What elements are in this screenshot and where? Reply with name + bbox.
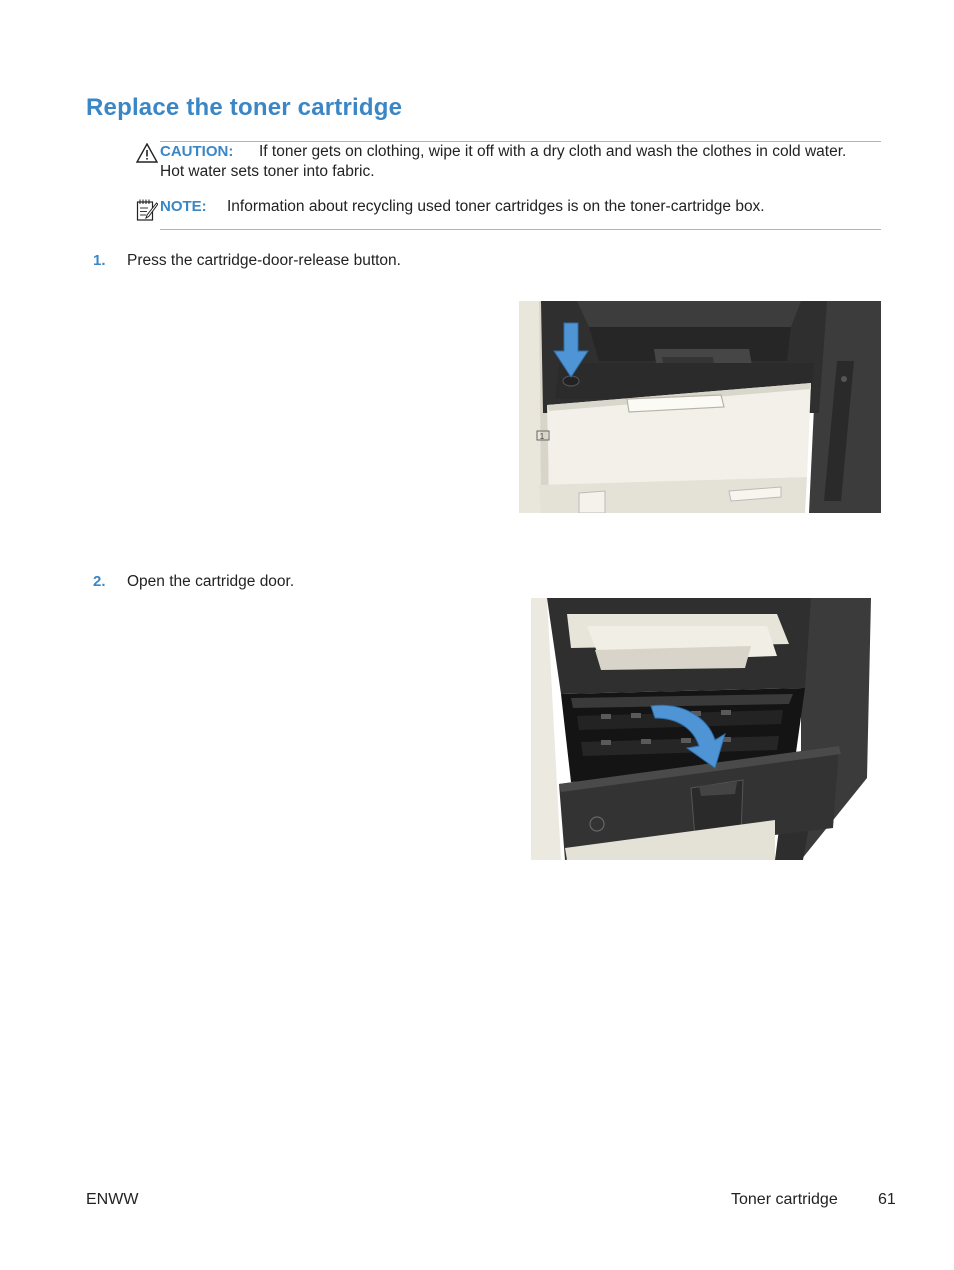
step-2-number: 2. xyxy=(93,573,106,590)
page-title: Replace the toner cartridge xyxy=(86,94,403,121)
note-text: Information about recycling used toner cartridges is on the toner-cartridge box. xyxy=(227,198,765,215)
caution-text-line1: If toner gets on clothing, wipe it off with a dry cloth and wash the clothes in cold water. xyxy=(259,143,847,160)
footer-left: ENWW xyxy=(86,1191,139,1208)
step-1-number: 1. xyxy=(93,252,106,269)
note-pad-icon xyxy=(136,198,158,222)
notice-bottom-rule xyxy=(160,229,881,230)
footer-section: Toner cartridge xyxy=(731,1191,838,1208)
footer-page-number: 61 xyxy=(878,1191,896,1208)
printer-open-door-illustration xyxy=(531,598,871,860)
warning-triangle-icon xyxy=(136,143,158,163)
note-label: NOTE: xyxy=(160,198,207,215)
caution-label: CAUTION: xyxy=(160,143,234,160)
caution-text-line2: Hot water sets toner into fabric. xyxy=(160,163,375,180)
printer-release-button-illustration xyxy=(519,301,881,513)
step-1-text: Press the cartridge-door-release button. xyxy=(127,252,401,269)
notice-top-rule xyxy=(160,141,881,142)
step-2-text: Open the cartridge door. xyxy=(127,573,295,590)
panel-label-text: 1 xyxy=(539,432,545,441)
